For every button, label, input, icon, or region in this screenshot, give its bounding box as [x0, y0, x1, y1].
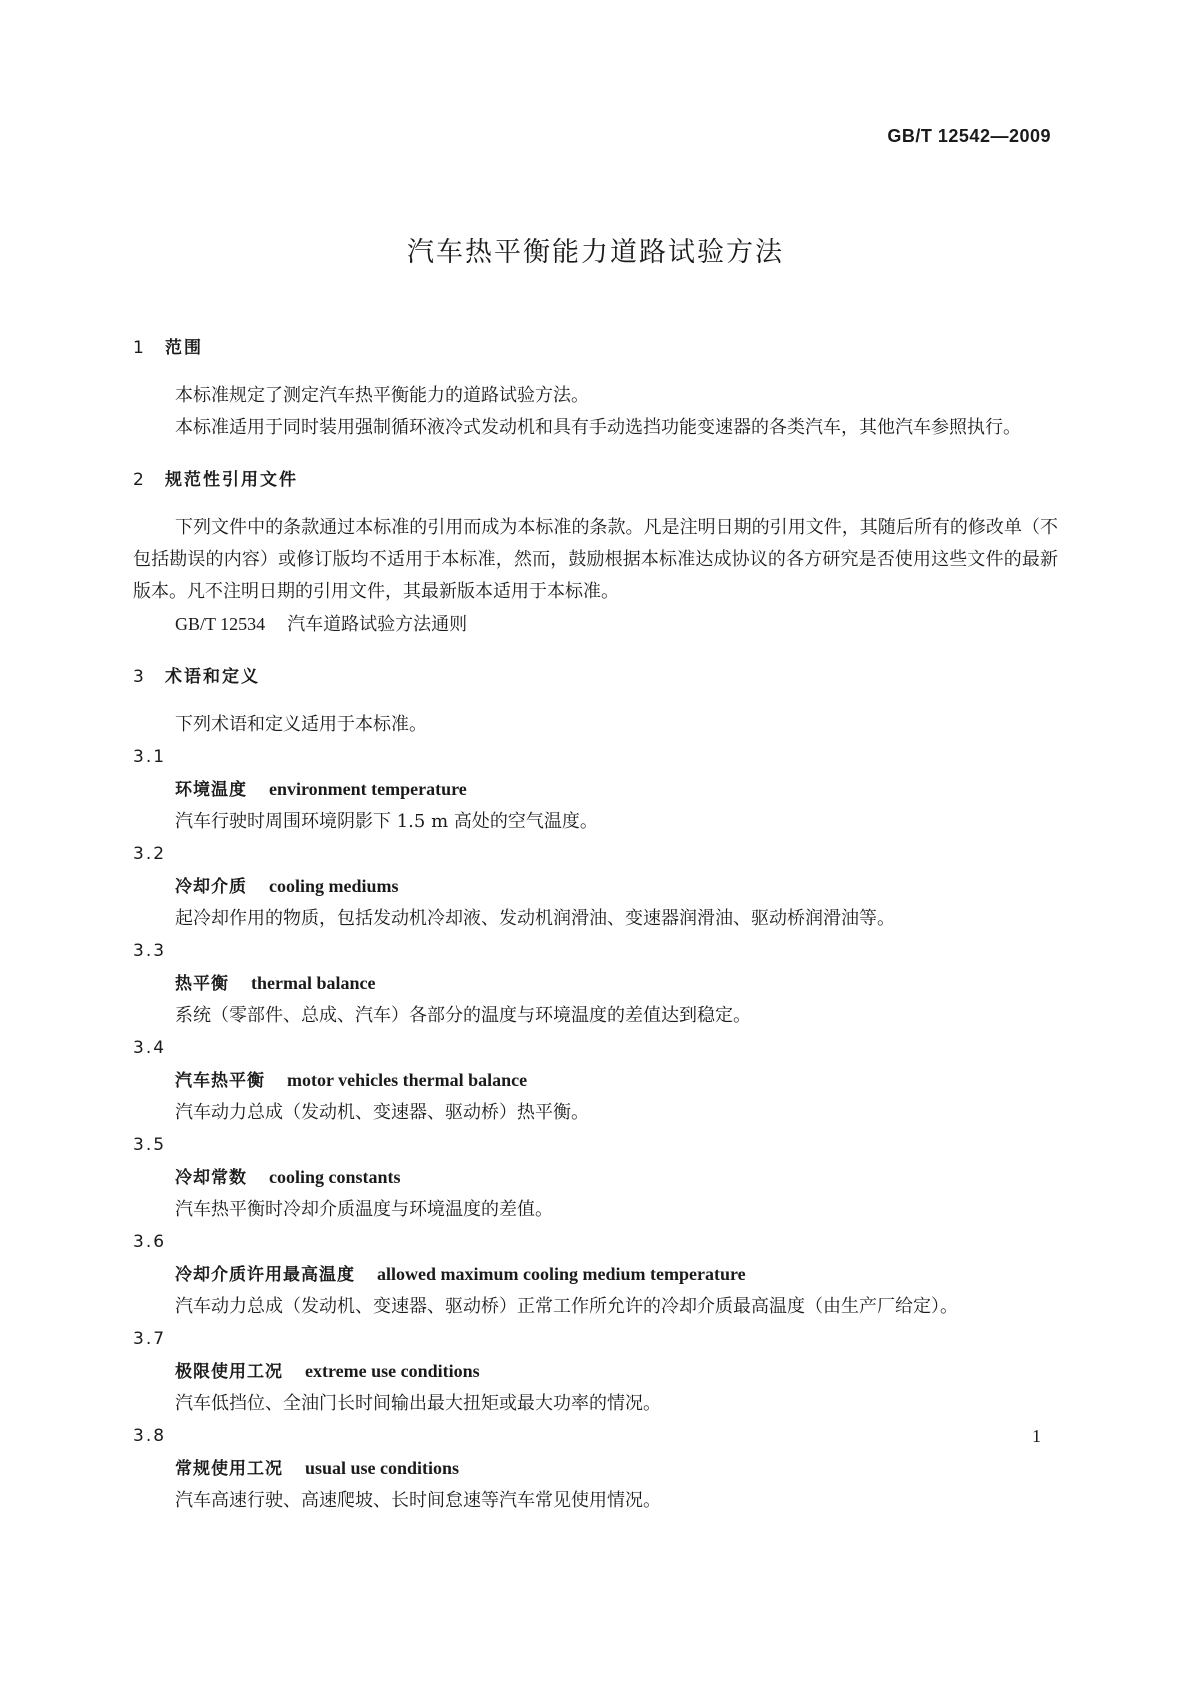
paragraph: 下列术语和定义适用于本标准。 [175, 714, 427, 735]
term-english: thermal balance [251, 973, 376, 993]
section-scope [133, 332, 1058, 444]
section-number: 3 [133, 667, 145, 687]
paragraph: 本标准规定了测定汽车热平衡能力的道路试验方法。 [175, 385, 589, 406]
reference-title: 汽车道路试验方法通则 [287, 614, 468, 635]
term-number: 3.6 [133, 1232, 167, 1252]
term-number: 3.7 [133, 1329, 167, 1349]
term-english: environment temperature [269, 779, 467, 799]
section-heading [133, 661, 1058, 693]
term-definition: 汽车高速行驶、高速爬坡、长时间怠速等汽车常见使用情况。 [175, 1490, 661, 1511]
term-chinese: 冷却介质许用最高温度 [175, 1265, 355, 1285]
term-number: 3.2 [133, 844, 167, 864]
term-english: cooling mediums [269, 876, 399, 896]
document-title: 汽车热平衡能力道路试验方法 [407, 237, 784, 268]
term-definition: 汽车热平衡时冷却介质温度与环境温度的差值。 [175, 1199, 553, 1220]
term-definition: 系统（零部件、总成、汽车）各部分的温度与环境温度的差值达到稳定。 [175, 1005, 751, 1026]
term-heading [133, 1161, 1058, 1194]
section-title: 范围 [165, 338, 203, 358]
section-number: 2 [133, 470, 145, 490]
term-heading [133, 967, 1058, 1000]
term-number: 3.8 [133, 1426, 167, 1446]
term-chinese: 环境温度 [175, 780, 247, 800]
term-entry [133, 935, 1058, 1032]
term-heading [133, 870, 1058, 903]
term-definition: 汽车低挡位、全油门长时间输出最大扭矩或最大功率的情况。 [175, 1393, 661, 1414]
section-normative-references [133, 464, 1058, 641]
term-definition: 起冷却作用的物质，包括发动机冷却液、发动机润滑油、变速器润滑油、驱动桥润滑油等。 [175, 908, 895, 929]
term-heading [133, 773, 1058, 806]
term-entry [133, 1032, 1058, 1129]
section-heading [133, 332, 1058, 364]
term-entry [133, 838, 1058, 935]
term-definition: 汽车动力总成（发动机、变速器、驱动桥）正常工作所允许的冷却介质最高温度（由生产厂给定）。 [175, 1296, 958, 1317]
term-number: 3.3 [133, 941, 167, 961]
term-entry [133, 1226, 1058, 1323]
term-entry [133, 741, 1058, 838]
reference-code: GB/T 12534 [175, 614, 266, 634]
term-number: 3.4 [133, 1038, 167, 1058]
term-chinese: 冷却常数 [175, 1168, 247, 1188]
standard-code: GB/T 12542—2009 [887, 126, 1051, 146]
section-heading [133, 464, 1058, 496]
term-english: allowed maximum cooling medium temperature [377, 1264, 746, 1284]
paragraph: 本标准适用于同时装用强制循环液冷式发动机和具有手动选挡功能变速器的各类汽车，其他汽车参照执行。 [175, 417, 1021, 438]
term-number: 3.5 [133, 1135, 167, 1155]
term-heading [133, 1064, 1058, 1097]
section-number: 1 [133, 338, 145, 358]
term-heading [133, 1452, 1058, 1485]
term-english: motor vehicles thermal balance [287, 1070, 528, 1090]
section-terms-definitions [133, 661, 1058, 1517]
term-heading [133, 1258, 1058, 1291]
term-number: 3.1 [133, 747, 167, 767]
section-title: 术语和定义 [165, 667, 260, 687]
document-body [133, 332, 1058, 1517]
term-entry [133, 1420, 1058, 1517]
term-definition: 汽车动力总成（发动机、变速器、驱动桥）热平衡。 [175, 1102, 589, 1123]
term-entry [133, 1129, 1058, 1226]
reference-entry [133, 608, 1058, 641]
section-title: 规范性引用文件 [165, 470, 298, 490]
term-chinese: 冷却介质 [175, 877, 247, 897]
term-chinese: 常规使用工况 [175, 1459, 283, 1479]
term-english: usual use conditions [305, 1458, 460, 1478]
term-chinese: 极限使用工况 [175, 1362, 283, 1382]
term-chinese: 热平衡 [175, 974, 229, 994]
term-english: cooling constants [269, 1167, 401, 1187]
term-chinese: 汽车热平衡 [175, 1071, 265, 1091]
term-english: extreme use conditions [305, 1361, 480, 1381]
paragraph: 下列文件中的条款通过本标准的引用而成为本标准的条款。凡是注明日期的引用文件，其随后所有的修改单（不包括勘误的内容）或修订版均不适用于本标准，然而，鼓励根据本标准达成协议的各方研究是否使用这些文件的最新版本。凡不注明日期的引用文件，其最新版本适用于本标准。 [133, 517, 1058, 602]
term-definition: 汽车行驶时周围环境阴影下 1.5 m 高处的空气温度。 [175, 811, 598, 832]
term-heading [133, 1355, 1058, 1388]
page-number: 1 [1032, 1426, 1041, 1446]
term-entry [133, 1323, 1058, 1420]
